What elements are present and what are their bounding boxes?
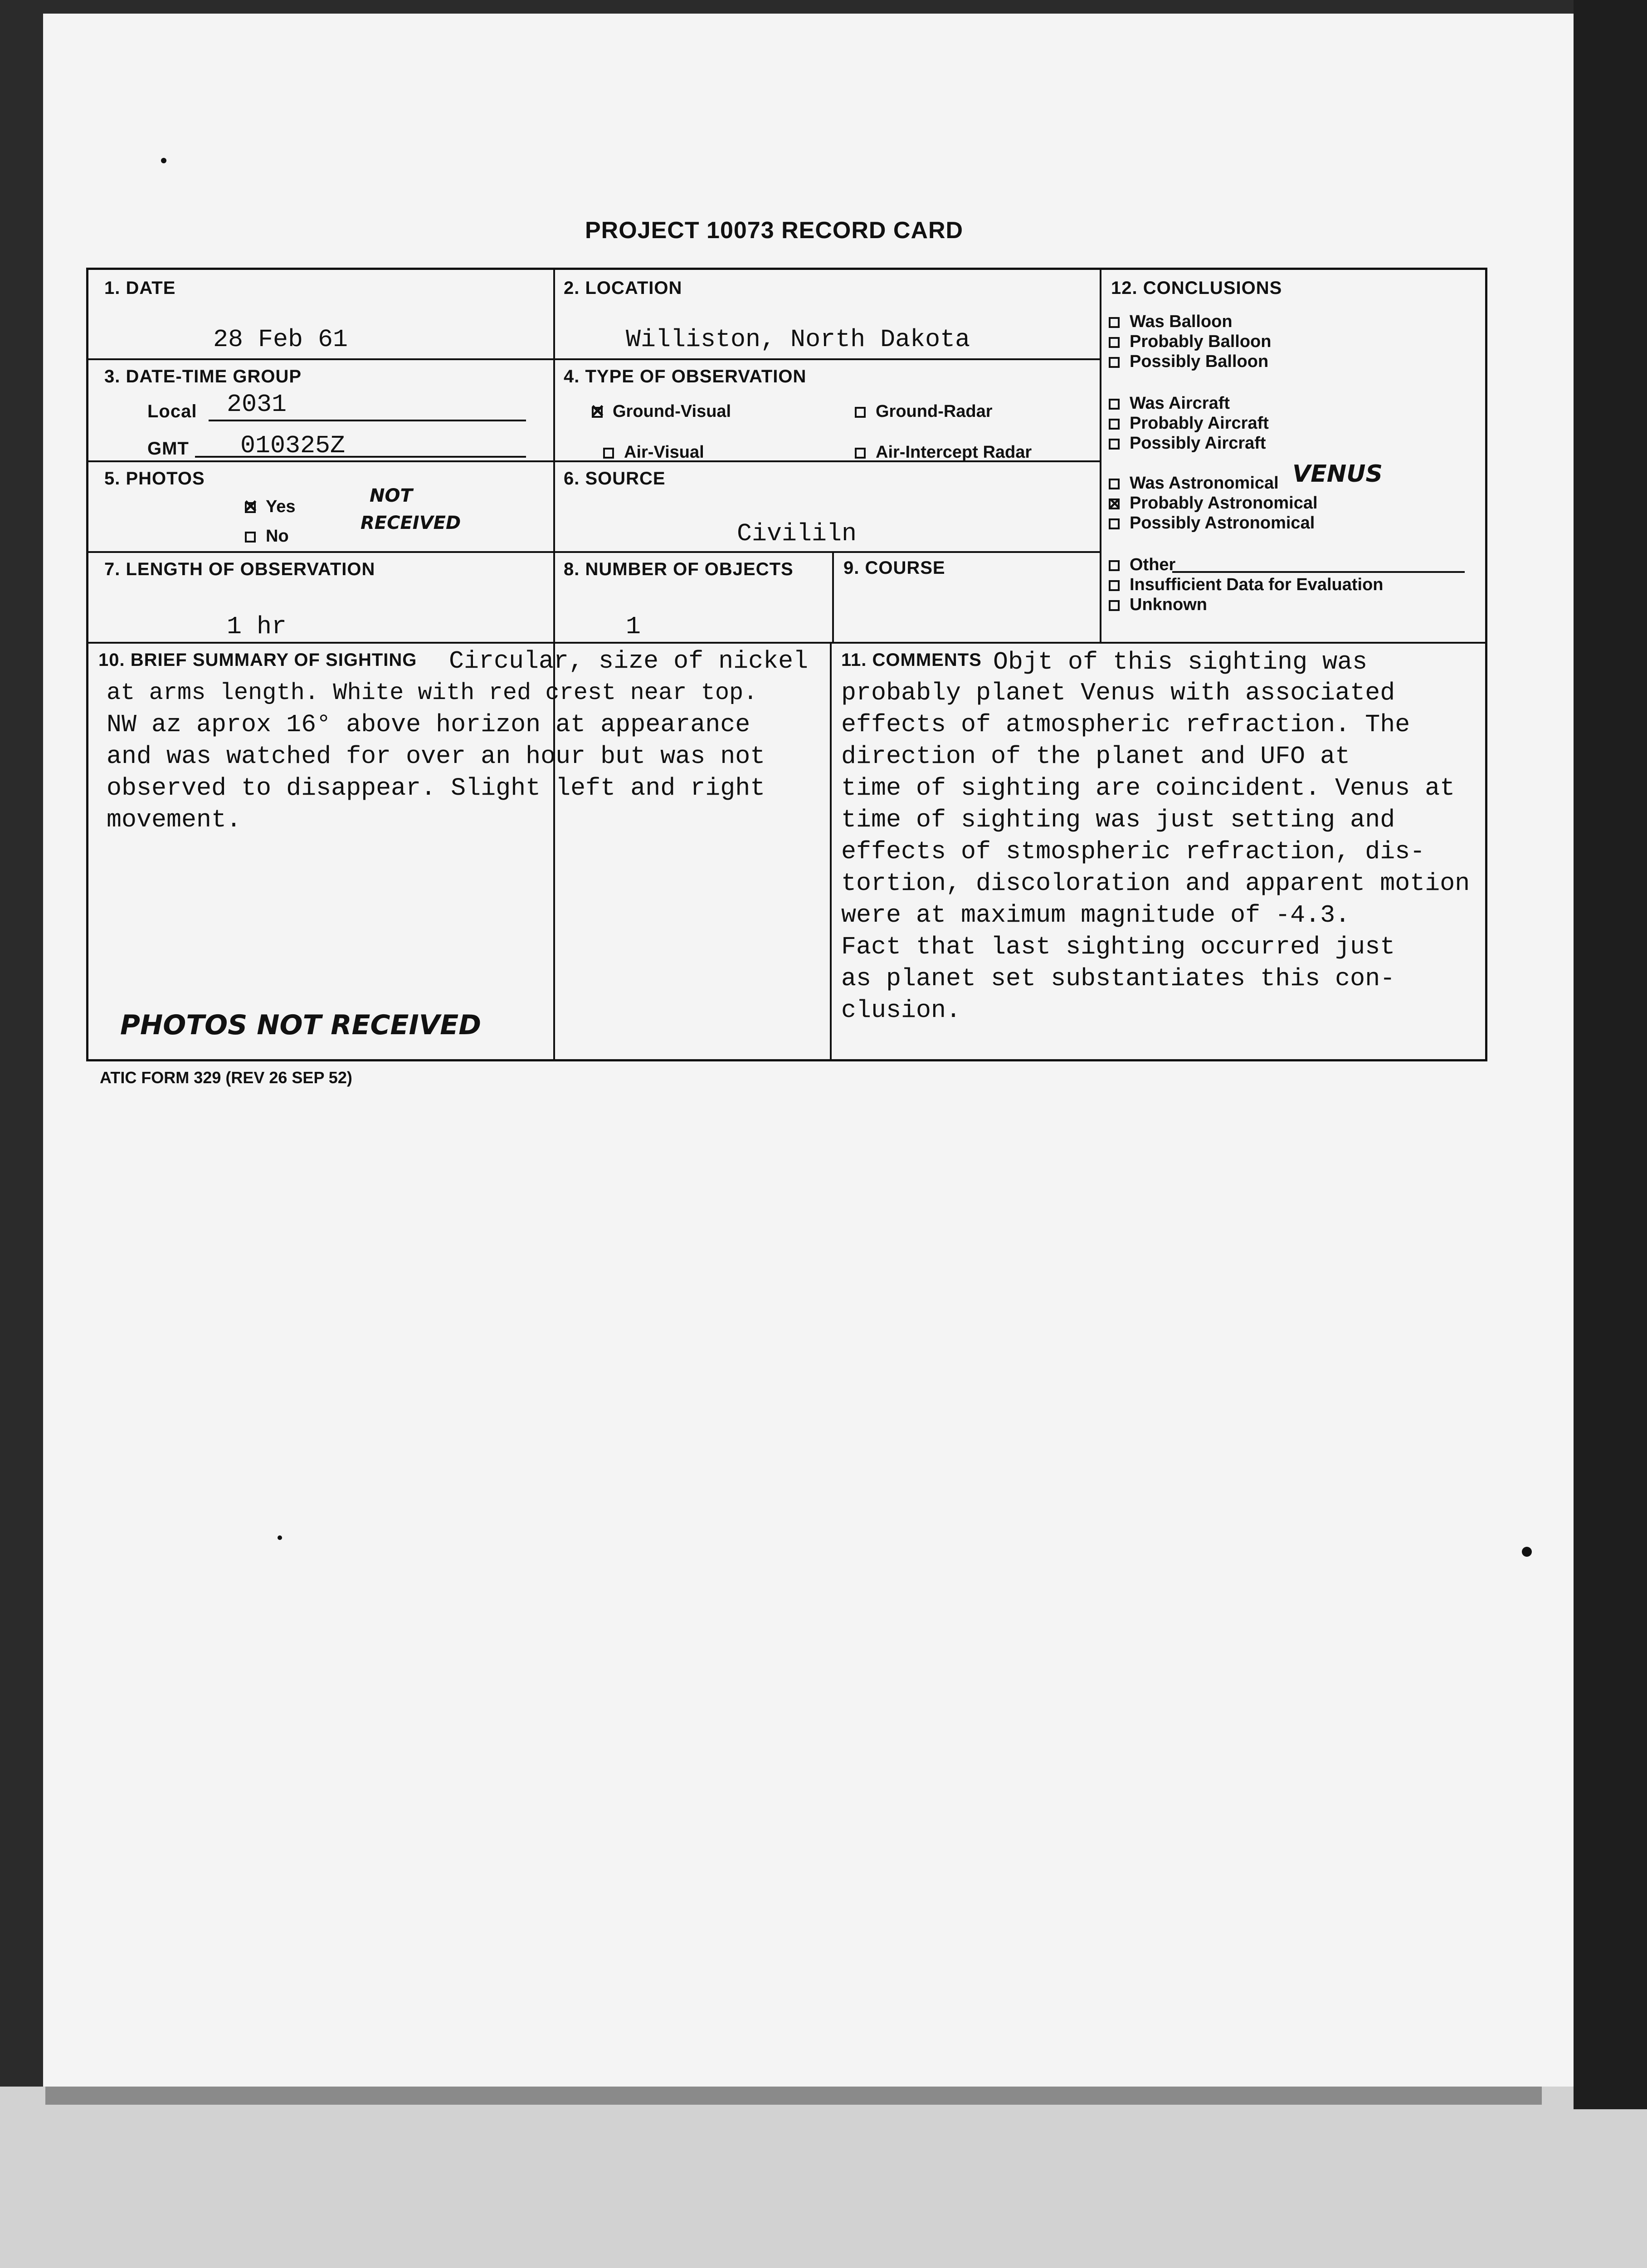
divider [832, 551, 834, 642]
checkbox [1109, 419, 1120, 430]
handwritten-venus: VENUS [1292, 460, 1383, 488]
checkbox [603, 448, 614, 459]
conclusion-item [1109, 555, 1175, 575]
local-label: Local [147, 401, 197, 421]
yes-label: Yes [266, 497, 296, 516]
comments-line: probably planet Venus with associated [841, 679, 1395, 707]
checkbox [1109, 337, 1120, 348]
record-card [86, 268, 1487, 1061]
gmt-value: 010325Z [240, 431, 346, 460]
conclusion-item [1109, 513, 1315, 533]
summary-line: at arms length. White with red crest near top. [107, 679, 758, 706]
conclusion-label: Probably Astronomical [1130, 494, 1318, 513]
comments-line: time of sighting are coincident. Venus at [841, 774, 1455, 802]
checkbox [1109, 399, 1120, 410]
ink-speck [278, 1535, 282, 1540]
summary-label: 10. BRIEF SUMMARY OF SIGHTING [98, 650, 417, 670]
comments-line: were at maximum magnitude of -4.3. [841, 901, 1350, 929]
conclusion-item [1109, 473, 1279, 493]
source-label: 6. SOURCE [564, 469, 666, 489]
conclusion-label: Other [1130, 555, 1176, 574]
conclusion-label: Possibly Balloon [1130, 352, 1269, 371]
type-of-observation-label: 4. TYPE OF OBSERVATION [564, 367, 807, 386]
divider [88, 551, 1100, 553]
divider [88, 358, 1100, 360]
conclusion-label: Possibly Aircraft [1130, 434, 1266, 453]
conclusion-label: Probably Balloon [1130, 332, 1272, 351]
comments-line: effects of atmospheric refraction. The [841, 710, 1410, 739]
conclusion-label: Unknown [1130, 595, 1207, 614]
photos-no [245, 526, 289, 546]
option-air-visual [603, 442, 704, 462]
divider [830, 642, 832, 1059]
check-mark-icon: ✕ [590, 401, 605, 421]
conclusion-label: Was Astronomical [1130, 474, 1279, 493]
conclusion-label: Was Balloon [1130, 312, 1233, 331]
checkbox [1109, 357, 1120, 368]
photos-yes [245, 497, 296, 517]
location-value: Williston, North Dakota [626, 325, 970, 354]
comments-line: tortion, discoloration and apparent motion [841, 869, 1470, 898]
handwritten-photos-not-received: PHOTOS NOT RECEIVED [120, 1009, 482, 1041]
card-title: PROJECT 10073 RECORD CARD [585, 217, 964, 244]
summary-line: NW az aprox 16° above horizon at appearance [107, 710, 750, 739]
comments-line: clusion. [841, 996, 961, 1025]
comments-line: direction of the planet and UFO at [841, 742, 1350, 771]
conclusion-item-checked [1109, 493, 1318, 513]
checkbox [1109, 317, 1120, 328]
checkbox [1109, 518, 1120, 529]
conclusion-label: Was Aircraft [1130, 394, 1230, 413]
conclusion-item [1109, 352, 1268, 371]
number-of-objects-value: 1 [626, 612, 641, 641]
check-mark-icon: ✕ [1108, 494, 1122, 513]
comments-line: effects of stmospheric refraction, dis- [841, 837, 1425, 866]
local-value: 2031 [227, 390, 287, 419]
option-label: Ground-Radar [876, 402, 993, 421]
divider [1100, 270, 1101, 642]
comments-label: 11. COMMENTS [841, 650, 982, 670]
no-label: No [266, 527, 289, 546]
checkbox [855, 448, 866, 459]
handwritten-received: RECEIVED [361, 513, 461, 533]
comments-line: as planet set substantiates this con- [841, 964, 1395, 993]
length-of-observation-label: 7. LENGTH OF OBSERVATION [104, 559, 375, 579]
conclusion-label: Insufficient Data for Evaluation [1130, 575, 1384, 594]
checkbox-checked [590, 401, 605, 421]
handwritten-not: NOT [370, 485, 413, 506]
summary-line: movement. [107, 806, 242, 834]
option-label: Air-Intercept Radar [876, 443, 1032, 462]
checkbox [1109, 580, 1120, 591]
sheet-edge-shadow [45, 2087, 1542, 2105]
scan-border [1574, 0, 1647, 2109]
date-value: 28 Feb 61 [213, 325, 348, 354]
conclusion-item [1109, 312, 1233, 332]
checkbox [1109, 479, 1120, 489]
check-mark-icon: ✕ [243, 496, 258, 517]
conclusion-item [1109, 575, 1384, 595]
date-time-group-label: 3. DATE-TIME GROUP [104, 367, 302, 386]
option-ground-visual [592, 401, 731, 421]
checkbox [855, 407, 866, 418]
checkbox [1109, 560, 1120, 571]
comments-line: Fact that last sighting occurred just [841, 933, 1395, 961]
form-id: ATIC FORM 329 (REV 26 SEP 52) [100, 1068, 352, 1087]
gmt-label: GMT [147, 439, 189, 459]
course-label: 9. COURSE [843, 558, 945, 578]
option-label: Air-Visual [624, 443, 704, 462]
location-label: 2. LOCATION [564, 278, 682, 298]
date-label: 1. DATE [104, 278, 176, 298]
conclusion-item [1109, 413, 1269, 433]
option-ground-radar [855, 401, 993, 421]
conclusions-label: 12. CONCLUSIONS [1111, 278, 1282, 298]
conclusion-label: Probably Aircraft [1130, 414, 1269, 433]
summary-line: Circular, size of nickel [449, 647, 809, 675]
option-label: Ground-Visual [613, 402, 731, 421]
summary-line: and was watched for over an hour but was not [107, 742, 765, 771]
conclusion-label: Possibly Astronomical [1130, 513, 1315, 533]
other-underline [1172, 571, 1465, 573]
conclusion-item [1109, 332, 1271, 352]
comments-line: Objt of this sighting was [993, 648, 1368, 676]
comments-line: time of sighting was just setting and [841, 806, 1395, 834]
ink-speck [161, 158, 166, 163]
checkbox-checked [1108, 494, 1122, 513]
length-of-observation-value: 1 hr [227, 612, 287, 641]
option-air-intercept-radar [855, 442, 1032, 462]
summary-line: observed to disappear. Slight left and right [107, 774, 765, 802]
checkbox-checked [243, 496, 258, 517]
source-value: Civililn [737, 519, 857, 548]
number-of-objects-label: 8. NUMBER OF OBJECTS [564, 559, 794, 579]
checkbox [245, 532, 256, 543]
ink-speck [1522, 1547, 1532, 1557]
conclusion-item [1109, 393, 1230, 413]
divider [88, 642, 1485, 644]
local-underline [209, 420, 526, 421]
photos-label: 5. PHOTOS [104, 469, 205, 489]
conclusion-item [1109, 433, 1266, 453]
background-sheet [0, 2087, 1647, 2268]
checkbox [1109, 439, 1120, 450]
conclusion-item [1109, 595, 1207, 615]
checkbox [1109, 600, 1120, 611]
